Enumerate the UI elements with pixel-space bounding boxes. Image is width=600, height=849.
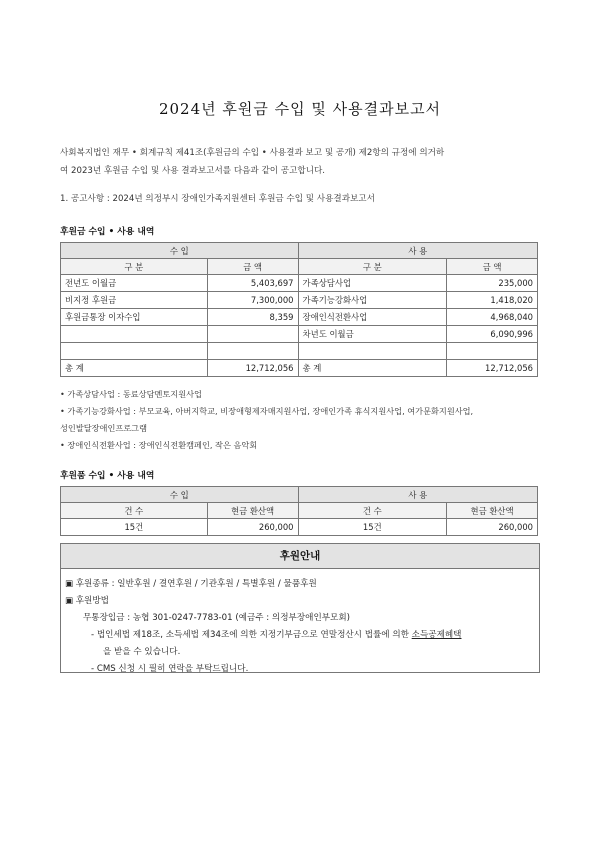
usage-label: [298, 343, 447, 360]
total-label: 총 계: [61, 360, 208, 377]
usage-header: 사 용: [298, 487, 538, 503]
page-title: 2024년 후원금 수입 및 사용결과보고서: [158, 100, 442, 118]
bank-account: 무통장입금 : 농협 301-0247-7783-01 (예금주 : 의정부장애인부모회): [83, 613, 350, 623]
usage-amount: [447, 343, 538, 360]
col-category: 구 분: [61, 259, 208, 275]
col-amount: 금 액: [207, 259, 298, 275]
usage-amount: 6,090,996: [447, 326, 538, 343]
usage-label: 장애인식전환사업: [298, 309, 447, 326]
usage-amount: 1,418,020: [447, 292, 538, 309]
income-label: [61, 343, 208, 360]
income-cash: 260,000: [207, 519, 298, 536]
income-label: 비지정 후원금: [61, 292, 208, 309]
guide-heading: 후원안내: [61, 544, 539, 569]
program-notes: [60, 386, 550, 454]
guide-method: [65, 593, 539, 610]
checkbox-square-icon: ▣: [65, 579, 74, 589]
income-label: 후원금통장 이자수입: [61, 309, 208, 326]
income-header: 수 입: [61, 243, 299, 259]
table-row: [61, 326, 538, 343]
table-row: [61, 292, 538, 309]
goods-table: [60, 486, 538, 536]
usage-amount: 4,968,040: [447, 309, 538, 326]
notice-line: 1. 공고사항 : 2024년 의정부시 장애인가족지원센터 후원금 수입 및 사용결과보고서: [60, 194, 375, 204]
donation-table: [60, 242, 538, 377]
usage-label: 가족상담사업: [298, 275, 447, 292]
income-amount: 8,359: [207, 309, 298, 326]
income-label: [61, 326, 208, 343]
total-row: [61, 360, 538, 377]
usage-count: 15건: [298, 519, 447, 536]
income-amount: [207, 326, 298, 343]
col-amount: 금 액: [447, 259, 538, 275]
col-count: 건 수: [298, 503, 447, 519]
usage-label: 가족기능강화사업: [298, 292, 447, 309]
usage-label: 차년도 이월금: [298, 326, 447, 343]
tax-benefit-text: 소득공제혜택: [411, 630, 462, 640]
table-row: [61, 309, 538, 326]
income-count: 15건: [61, 519, 208, 536]
usage-header: 사 용: [298, 243, 537, 259]
tax-note-text: - 법인세법 제18조, 소득세법 제34조에 의한 지정기부금으로 연말정산시 법률에 의한: [91, 630, 412, 640]
intro-line: 여 2023년 후원금 수입 및 사용 결과보고서를 다음과 같이 공고합니다.: [60, 166, 326, 176]
income-amount: [207, 343, 298, 360]
table-row: [61, 343, 538, 360]
total-usage: 12,712,056: [447, 360, 538, 377]
usage-cash: 260,000: [447, 519, 538, 536]
note-line: • 장애인식전환사업 : 장애인식전환캠페인, 작은 음악회: [60, 440, 258, 450]
col-category: 구 분: [298, 259, 447, 275]
note-line: • 가족상담사업 : 동료상담멘토지원사업: [60, 389, 202, 399]
income-amount: 5,403,697: [207, 275, 298, 292]
usage-amount: 235,000: [447, 275, 538, 292]
income-header: 수 입: [61, 487, 299, 503]
tax-note-cont: 을 받을 수 있습니다.: [103, 647, 181, 657]
checkbox-square-icon: ▣: [65, 596, 74, 606]
col-cash: 현금 환산액: [447, 503, 538, 519]
col-count: 건 수: [61, 503, 208, 519]
income-amount: 7,300,000: [207, 292, 298, 309]
cms-note: - CMS 신청 시 필히 연락을 부탁드립니다.: [91, 664, 249, 674]
col-cash: 현금 환산액: [207, 503, 298, 519]
sponsorship-guide: [60, 543, 540, 673]
note-line: 성인발달장애인프로그램: [60, 423, 148, 433]
goods-section-heading: 후원품 수입 • 사용 내역: [60, 471, 155, 481]
total-income: 12,712,056: [207, 360, 298, 377]
guide-method-text: 후원방법: [75, 596, 109, 606]
total-label: 총 계: [298, 360, 447, 377]
guide-types-text: 후원종류 : 일반후원 / 결연후원 / 기관후원 / 특별후원 / 물품후원: [75, 579, 317, 589]
table-row: [61, 519, 538, 536]
income-label: 전년도 이월금: [61, 275, 208, 292]
intro-paragraph: [60, 144, 550, 180]
note-line: • 가족기능강화사업 : 부모교육, 아버지학교, 비장애형제자매지원사업, 장애인가족 휴식지원사업, 여가문화지원사업,: [60, 406, 474, 416]
intro-line: 사회복지법인 재무 • 회계규칙 제41조(후원금의 수입 • 사용결과 보고 및 공개) 제2항의 규정에 의거하: [60, 148, 445, 158]
guide-types: [65, 576, 539, 593]
donation-section-heading: 후원금 수입 • 사용 내역: [60, 227, 155, 237]
table-row: [61, 275, 538, 292]
tax-note: [65, 627, 539, 644]
